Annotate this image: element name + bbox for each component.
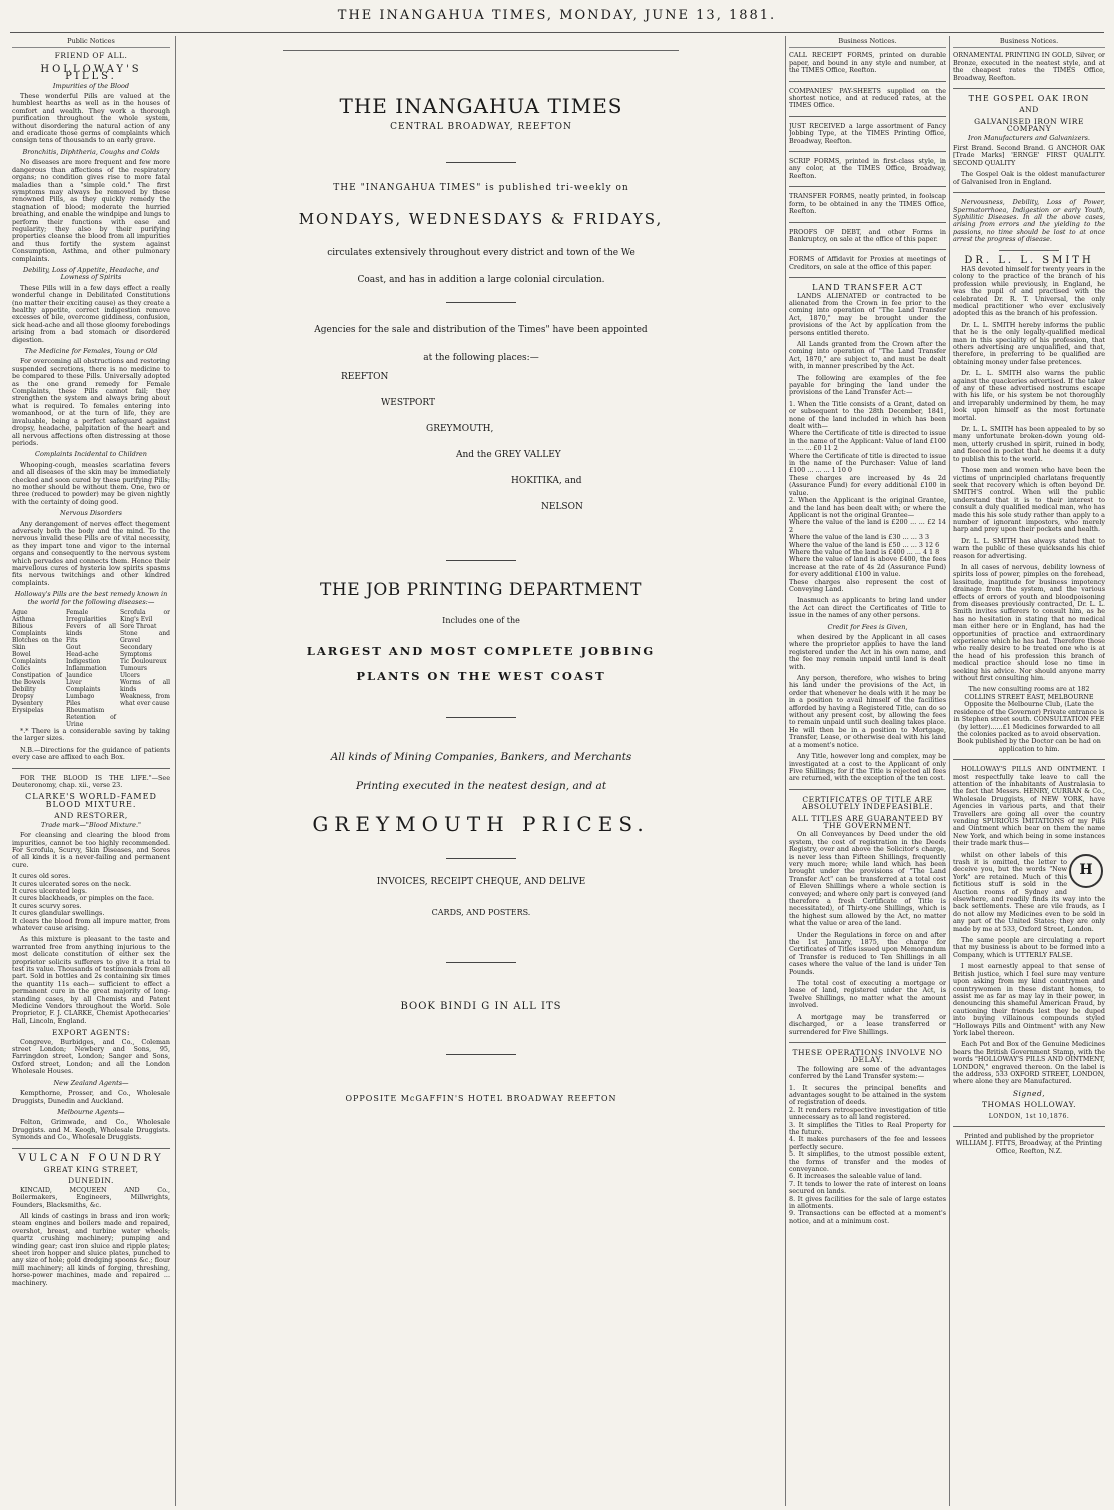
notice: FORMS of Affidavit for Proxies at meetings of Creditors, on sale at the office of this paper. xyxy=(789,255,946,271)
paragraph: On all Conveyances by Deed under the old system, the cost of registration in the Deeds Registry, over and above the Solicitor's charge, is never less than Fifteen Shillings, frequently very much more; while land which has been brought under the provisions of "The Land Transfer Act" can be transferred at a total cost of Eleven Shillings where a whole section is conveyed; and where only part is conveyed (and therefore a fresh Certificate of Title is necessitated), of Thirty-one Shillings, which is the highest sum allowed by the Act, no matter what the value or area of the land. xyxy=(789,830,946,928)
paragraph: A mortgage may be transferred or discharged, or a lease transferred or surrendered for Five Shillings. xyxy=(789,1012,946,1036)
heading: ALL TITLES ARE GUARANTEED BY THE GOVERNMENT. xyxy=(791,813,944,830)
circulation-text: circulates extensively throughout every district and town of the We xyxy=(327,247,635,258)
services-text: CARDS, AND POSTERS. xyxy=(431,907,531,917)
divider xyxy=(446,962,516,963)
signature-name: THOMAS HOLLOWAY. xyxy=(982,1100,1076,1110)
note: *.* There is a considerable saving by taking the larger sizes. xyxy=(12,727,170,743)
divider xyxy=(789,116,946,117)
circulation-text: Coast, and has in addition a large colonial circulation. xyxy=(357,275,605,286)
disease-list xyxy=(12,609,170,728)
heading: FRIEND OF ALL. xyxy=(54,51,128,61)
disease-column: Female Irregularities Fevers of all kinds Fits Gout Head-ache Indigestion Inflammation Jaundice Liver Complaints Lumbago Piles Rheumatism Retention of Urine xyxy=(66,609,116,729)
jobbing-headline: PLANTS ON THE WEST COAST xyxy=(356,669,606,684)
paragraph: Felton, Grimwade, and Co., Wholesale Druggists. and M. Keogh, Wholesale Druggists. Symonds and Co., Wholesale Druggists. xyxy=(12,1118,170,1142)
paragraph: KINCAID, MCQUEEN AND Co., Boilermakers, Engineers, Millwrights, Founders, Blacksmiths, &c. xyxy=(12,1185,170,1209)
services-text: INVOICES, RECEIPT CHEQUE, AND DELIVE xyxy=(376,877,586,888)
agencies-text: Agencies for the sale and distribution of the Times" have been appointed xyxy=(314,325,648,336)
paragraph: For cleansing and clearing the blood from impurities, cannot be too highly recommended. For Scrofula, Scurvy, Skin Diseases, and Sores of all kinds it is a never-failing and permanent cure. xyxy=(12,831,170,869)
divider xyxy=(789,277,946,278)
heading: EXPORT AGENTS: xyxy=(51,1028,131,1038)
subheading: Melbourne Agents— xyxy=(57,1107,125,1116)
place-name: HOKITIKA, and xyxy=(511,476,582,487)
paragraph: Under the Regulations in force on and after the 1st January, 1875, the charge for Certificates of Titles issued upon Memorandum of Transfer is reduced to Ten Shillings in all cases where the value of the land is under Ten Pounds. xyxy=(789,930,946,976)
paragraph: LANDS ALIENATED or contracted to be alienated from the Crown in fee prior to the coming into operation of "The Land Transfer Act, 1870," may be brought under the provisions of the Act by application from the persons entitled thereto. xyxy=(789,291,946,337)
includes-text: Includes one of the xyxy=(442,615,520,625)
paragraph: As this mixture is pleasant to the taste and warranted free from anything injurious to the most delicate constitution of either sex the proprietor solicits sufferers to give it a trial to test its value. Thousands of testimonials from all part. Sold in bottles and 2s containing six times the quantity 11s each— sufficient to effect a permanent cure in the great majority of long-standing cases, by all Chemists and Patent Medicine Vendors throughout the World. Sole Proprietor, F. J. CLARKE, Chemist Apothecaries' Hall, Lincoln, England. xyxy=(12,935,170,1025)
divider xyxy=(999,250,1060,251)
address: CENTRAL BROADWAY, REEFTON xyxy=(390,122,572,133)
advert-title: HOLLOWAY'S PILLS. xyxy=(40,63,142,83)
cures-list: It cures old sores. It cures ulcerated sores on the neck. It cures ulcerated legs. It cures blackheads, or pimples on the face. It cures scurvy sores. It cures glandular swellings. It clears the blood from all impure matter, from whatever cause arising. xyxy=(12,872,170,932)
divider xyxy=(953,192,1105,193)
notice: CALL RECEIPT FORMS, printed on durable paper, and bound in any style and number, at the TIMES Office, Reefton. xyxy=(789,51,946,75)
paragraph: These wonderful Pills are valued at the humblest hearths as well as in the houses of comfort and wealth. They work a thorough purification throughout the whole system, without disordering the natural action of any and eradicate those germs of complaints which consign tens of thousands to an early grave. xyxy=(12,92,170,145)
section-header: Business Notices. xyxy=(789,38,946,48)
paragraph: Dr. L. L. SMITH also warns the public against the quackeries advertised. If the taker of any of these advertised nostrums escape with his life, or his system be not thoroughly and irreparably undermined by them, he may look upon himself as the most fortunate mortal. xyxy=(953,369,1105,422)
disease-column: Scrofula or King's Evil Sore Throat Stone and Gravel Secondary Symptoms Tic Douloureux Tumours Ulcers Worms of all kinds Weakness, from what ever cause xyxy=(120,609,170,708)
divider xyxy=(789,186,946,187)
column-public-notices xyxy=(12,38,170,1506)
place-name: WESTPORT xyxy=(381,398,436,409)
paragraph: HAS devoted himself for twenty years in the colony to the practice of the branch of his profession while previously, in England, he was the pupil of and practised with the celebrated Dr. R. T. Universal, the only medical practitioner who ever exclusively adopted this as the branch of his profession. xyxy=(953,264,1105,318)
divider xyxy=(446,717,516,718)
advert-title: LAND TRANSFER ACT xyxy=(812,283,923,293)
advert-title: VULCAN FOUNDRY xyxy=(18,1152,164,1164)
advert-title: DR. L. L. SMITH xyxy=(964,254,1094,266)
paragraph: In all cases of nervous, debility lowness of spirits loss of power, pimples on the forehead, lassitude, inaptitude for business impotency drainage from the system, and the various effects of errors of youth and bloodpoisoning from diseases previously contracted, Dr. L. L. Smith invites sufferers to consult him, as he has no hesitation in stating that no medical man either here or in England, has had the opportunities of practice and extraordinary experience which he has had. Therefore those who really desire to be treated one who is at the head of his profession this branch of medical practice should lose no time in seeking his advice. Nor should anyone marry without first consulting him. xyxy=(953,562,1105,683)
paragraph: Any person, therefore, who wishes to bring his land under the provisions of the Act, in order that whenever he deals with it he may be in a position to avail himself of the facilities afforded by having a Registered Title, can do so without any present cost, by allowing the fees to remain unpaid until such dealing takes place. He will then be in a position to Mortgage, Transfer, Lease, or otherwise deal with his land at a moment's notice. xyxy=(789,674,946,749)
place-name: REEFTON xyxy=(341,372,389,383)
brands-text: First Brand. Second Brand. G ANCHOR OAK [Trade Marks] 'ERNGE' FIRST QUALITY. SECOND QUALITY xyxy=(953,144,1105,167)
notice: PROOFS OF DEBT, and other Forms in Bankruptcy, on sale at the office of this paper. xyxy=(789,227,946,243)
paragraph: Dr. L. L. SMITH hereby informs the public that he is the only legally-qualified medical man in this speciality of his profession, that others advertising are unqualified, and that, therefore, in preferring to be qualified are obtaining money under false pretences. xyxy=(953,320,1105,366)
divider xyxy=(789,249,946,250)
disease-column: Ague Asthma Bilious Complaints Blotches on the Skin Bowel Complaints Colics Constipation of the Bowels Debility Dropsy Dysentery Erysipelas xyxy=(12,609,62,715)
publication-days: MONDAYS, WEDNESDAYS & FRIDAYS, xyxy=(298,210,664,229)
paragraph: Dr. L. L. SMITH has been appealed to by so many unfortunate broken-down young old-men, utterly crushed in spirit, ruined in body, and fleeced in pocket that he deems it a duty to publish this to the world. xyxy=(953,425,1105,463)
agency-places xyxy=(181,374,781,530)
advert-title: CLARKE'S WORLD-FAMED BLOOD MIXTURE. xyxy=(25,792,157,809)
divider xyxy=(789,1042,946,1043)
subheading: Credit for Fees is Given, xyxy=(827,622,908,631)
notice: JUST RECEIVED a large assortment of Fancy Jobbing Type, at the TIMES Printing Office, Broadway, Reefton. xyxy=(789,121,946,145)
notice: TRANSFER FORMS, neatly printed, in foolscap form, to be obtained in any the TIMES Office, Reefton. xyxy=(789,192,946,216)
address-block: The new consulting rooms are at 182 COLLINS STREET EAST, MELBOURNE Opposite the Melbourne Club, (Late the residence of the Governor) Private entrance is in Stephen street south. CONSULTATION FEE (by letter)......£1 Medicines forwarded to all the colonies packed as to avoid observation. Book published by the Doctor can be had on application to him. xyxy=(953,685,1105,753)
divider xyxy=(953,88,1105,89)
paragraph: The same people are circulating a report that my business is about to be formed into a Company, which is UTTERLY FALSE. xyxy=(953,936,1105,959)
paragraph: Any Title, however long and complex, may be investigated at a cost to the Applicant of only Five Shillings; for if the Title is rejected all fees are returned, with the exception of the ten cost. xyxy=(789,752,946,783)
column-business-notices xyxy=(789,38,946,1506)
heading: GREAT KING STREET, xyxy=(43,1164,139,1174)
divider xyxy=(789,151,946,152)
subheading: Iron Manufacturers and Galvanizers. xyxy=(968,133,1090,142)
top-rule xyxy=(10,32,1104,33)
subheading: Impurities of the Blood xyxy=(52,81,130,90)
agencies-text: at the following places:— xyxy=(423,352,539,363)
job-printing-heading: THE JOB PRINTING DEPARTMENT xyxy=(320,580,642,601)
prices-headline: GREYMOUTH PRICES. xyxy=(312,811,650,836)
office-address: OPPOSITE McGAFFIN'S HOTEL BROADWAY REEFTON xyxy=(345,1094,617,1104)
note: N.B.—Directions for the guidance of patients every case are affixed to each Box. xyxy=(12,745,170,762)
trademark-seal-icon: H xyxy=(1069,854,1103,888)
column-rule xyxy=(785,36,786,1506)
subheading: Nervous Disorders xyxy=(60,509,122,518)
paragraph: All kinds of castings in brass and iron work; steam engines and boilers made and repaired, overshot, breast, and turbine water wheels; quartz crushing machinery; pumping and winding gear; cast iron sluice and ripple plates; sheet iron hopper and sluice plates, punched to any size of hole; gold dredging spoons &c.; flour mill machinery; all kinds of forging, threshing, horse-power machines, made and repaired ... machinery. xyxy=(12,1211,170,1287)
paragraph: when desired by the Applicant in all cases where the proprietor applies to have the land registered under the Act in his own name, and the fee may remain unpaid until land is dealt with. xyxy=(789,633,946,671)
section-header: Public Notices xyxy=(12,38,170,48)
divider xyxy=(789,222,946,223)
divider xyxy=(789,81,946,82)
divider xyxy=(446,1054,516,1055)
printing-text: Printing executed in the neatest design, and at xyxy=(355,780,607,793)
subheading: The Medicine for Females, Young or Old xyxy=(24,347,158,356)
date-line: LONDON, 1st 10,1876. xyxy=(988,1112,1070,1120)
subheading: Complaints Incidental to Children xyxy=(35,450,147,459)
place-name: And the GREY VALLEY xyxy=(456,450,561,461)
divider xyxy=(12,768,170,769)
advert-title: THE GOSPEL OAK IRON xyxy=(968,94,1090,104)
paragraph: For overcoming all obstructions and restoring suspended secretions, there is no medicine to be compared to these Pills. Universally adopted as the one grand remedy for Female Complaints, these Pills cannot fail; they strengthen the system and always bring about what is required. To females entering into womanhood, or at the turn of life, they are invaluable, being a perfect safeguard against dropsy, headache, palpitation of the heart and all nervous affections often distressing at those periods. xyxy=(12,357,170,447)
divider xyxy=(283,50,679,51)
masthead: THE INANGAHUA TIMES, MONDAY, JUNE 13, 1881. xyxy=(337,8,777,23)
notice: COMPANIES' PAY-SHEETS supplied on the shortest notice, and at reduced rates, at the TIMES Office. xyxy=(789,86,946,110)
subheading: Holloway's Pills are the best remedy known in the world for the following diseases:— xyxy=(14,590,168,606)
paragraph: The Gospel Oak is the oldest manufacturer of Galvanised Iron in England. xyxy=(953,170,1105,186)
fee-schedule: 1. When the Title consists of a Grant, dated on or subsequent to the 28th December, 1841, none of the land included in which has been dealt with— Where the Certificate of title is directed to issue in the name of the Applicant: Value of land £100 ... ... ... £0 11 2 Where the Certificate of title is directed to issue in the name of the Purchaser: Value of land £100 ... ... ... 1 10 0 These charges are increased by 4s 2d (Assurance Fund) for every additional £100 in value. 2. When the Applicant is the original Grantee, and the land has been dealt with; or where the Applicant is not the original Grantee— Where the value of the land is £200 ... ... £2 14 2 Where the value of the land is £30 ... ... 3 3 Where the value of the land is £50 ... ... 3 12 6 Where the value of the land is £400 ... ... 4 1 8 Where the value of land is above £400, the fees increase at the rate of 4s 2d (Assurance Fund) for every additional £100 in value. These charges also represent the cost of Conveying Land. xyxy=(789,399,946,593)
divider xyxy=(953,1126,1105,1127)
paragraph: whilst on other labels of this trash it is omitted, the letter to deceive you, but the words "New York" are retained. Much of this fictitious stuff is sold in the Auction rooms of Sydney and elsewhere, and readily finds its way into the back settlements. These are vile frauds, as I do not allow my Medicines even to be sold in any part of the United States; they are only made by me at 533, Oxford Street, London. xyxy=(953,850,1105,933)
place-name: NELSON xyxy=(541,502,583,513)
heading: CERTIFICATES OF TITLE ARE ABSOLUTELY INDEFEASIBLE. xyxy=(802,794,933,812)
mining-text: All kinds of Mining Companies, Bankers, and Merchants xyxy=(330,750,632,763)
column-rule xyxy=(949,36,950,1506)
divider xyxy=(446,560,516,561)
subheading: New Zealand Agents— xyxy=(53,1078,129,1087)
column-business-notices-2 xyxy=(953,38,1105,1506)
heading: AND RESTORER, xyxy=(54,811,128,821)
paragraph: The following are some of the advantages conferred by the Land Transfer system:— xyxy=(789,1064,946,1081)
bookbinding-text: BOOK BINDI G IN ALL ITS xyxy=(400,1000,562,1012)
subheading: Trade mark—"Blood Mixture." xyxy=(40,820,142,829)
heading: GALVANISED IRON WIRE COMPANY xyxy=(974,116,1084,134)
paragraph: HOLLOWAY'S PILLS AND OINTMENT. I most respectfully take leave to call the attention of the inhabitants of Australasia to the fact that Messrs. HENRY, CURRAN & Co., Wholesale Druggists, of NEW YORK, have Agencies in various parts, and that their Travellers are going all over the country vending SPURIOUS IMITATIONS of my Pills and Ointment which bear on them the name New York, and which being in some instances their trade mark thus— xyxy=(953,765,1105,848)
subheading: Debility, Loss of Appetite, Headache, and Lowness of Spirits xyxy=(23,265,159,282)
divider xyxy=(953,759,1105,760)
divider xyxy=(446,858,516,859)
paragraph: Dr. L. L. SMITH has always stated that to warn the public of these quicksands his chief reason for advertising. xyxy=(953,536,1105,560)
notice: ORNAMENTAL PRINTING IN GOLD, Silver, or Bronze, executed in the neatest style, and at the cheapest rates the TIMES Office, Broadway, Reefton. xyxy=(953,51,1105,82)
paragraph: Kempthorne, Prosser, and Co., Wholesale Druggists, Dunedin and Auckland. xyxy=(12,1089,170,1105)
divider xyxy=(446,162,516,163)
place-name: GREYMOUTH, xyxy=(426,424,494,435)
paragraph: Whooping-cough, measles scarlatina fevers and all diseases of the skin may be immediately checked and soon cured by these purifying Pills; no mother should be without them. One, two or three (reduced to powder) may be given nightly with the certainty of doing good. xyxy=(12,460,170,506)
section-header: Business Notices. xyxy=(953,38,1105,48)
paragraph: FOR THE BLOOD IS THE LIFE."—See Deuteronomy, chap. xii., verse 23. xyxy=(12,773,170,790)
paragraph: I most earnestly appeal to that sense of British justice, which I feel sure may venture upon asking from my kind countrymen and countrywomen in these distant homes, to assist me as far as may lay in their power, in denouncing this shameful American Fraud, by cautioning their friends lest they be duped into buying villainous compounds styled "Holloways Pills and Ointment" with any New York label thereon. xyxy=(953,962,1105,1037)
signed-label: Signed, xyxy=(1012,1088,1046,1098)
divider xyxy=(446,302,516,303)
column-rule xyxy=(175,36,176,1506)
paragraph: Each Pot and Box of the Genuine Medicines bears the British Government Stamp, with the words "HOLLOWAY'S PILLS AND OINTMENT, LONDON," engraved thereon. On the label is the address, 533 OXFORD STREET, LONDON, where alone they are Manufactured. xyxy=(953,1040,1105,1086)
column-newspaper-advert xyxy=(181,38,781,1506)
paragraph: The following are examples of the fee payable for bringing the land under the provisions of the Land Transfer Act:— xyxy=(789,373,946,397)
paragraph: Nervousness, Debility, Loss of Power, Spermatorrhoea, Indigestion or early Youth, Syphilitic Diseases. In all the above cases, arising from errors and the yielding to the passions, no time should be lost to at once arrest the progress of disease. xyxy=(953,198,1105,244)
notice: SCRIP FORMS, printed in first-class style, in any color, at the TIMES Office, Broadway, Reefton. xyxy=(789,157,946,180)
newspaper-title: THE INANGAHUA TIMES xyxy=(339,94,623,118)
paragraph: The total cost of executing a mortgage or lease of land, registered under the Act, is Twelve Shillings, no matter what the amount involved. xyxy=(789,979,946,1010)
paragraph: Those men and women who have been the victims of unprincipled charlatans frequently seek that recovery which is often beyond Dr. SMITH'S control. When will the public understand that it is to their interest to consult a duly qualified medical man, who has made this his sole study rather than apply to a number of ignorant impostors, who merely harp and prey upon their pockets and health. xyxy=(953,466,1105,534)
subheading: Bronchitis, Diphtheria, Coughs and Colds xyxy=(22,147,160,156)
heading: THESE OPERATIONS INVOLVE NO DELAY. xyxy=(792,1047,943,1065)
advantages-list: 1. It secures the principal benefits and advantages sought to be attained in the system of registration of deeds. 2. It renders retrospective investigation of title unnecessary as to all land registered. 3. It simplifies the Titles to Real Property for the future. 4. It makes purchasers of the fee and lessees perfectly secure. 5. It simplifies, to the utmost possible extent, the forms of transfer and the modes of conveyance. 6. It increases the saleable value of land. 7. It tends to lower the rate of interest on loans secured on lands. 8. It gives facilities for the sale of large estates in allotments. 9. Transactions can be effected at a moment's notice, and at a minimum cost. xyxy=(789,1083,946,1225)
heading: DUNEDIN. xyxy=(68,1176,114,1186)
paragraph: All Lands granted from the Crown after the coming into operation of "The Land Transfer Act, 1870," are subject to, and must be dealt with, in manner prescribed by the Act. xyxy=(789,339,946,371)
paragraph: Any derangement of nerves effect thegement adversely both the body and the mind. To the nervous invalid these Pills are of vital necessity, as they impart tone and vigor to the internal organs and consequently to the nervous system which pervades and connects them. Hence their marvellous cures of hysteria low spirits spasms fits nervous twitchings and other kindred complaints. xyxy=(12,519,170,587)
published-text: THE "INANGAHUA TIMES" is published tri-weekly on xyxy=(333,182,629,193)
paragraph: Congreve, Burbidges, and Co., Coleman street London; Newbery and Sons, 95, Farringdon street, London; Sanger and Sons, Oxford street, London; and all the London Wholesale Houses. xyxy=(12,1037,170,1076)
imprint: Printed and published by the proprietor WILLIAM J. FITTS, Broadway, at the Printing Office, Reefton, N.Z. xyxy=(955,1132,1103,1155)
divider xyxy=(12,1148,170,1149)
heading: AND xyxy=(1019,105,1039,115)
paragraph: These Pills will in a few days effect a really wonderful change in Debilitated Constitutions (no matter their exciting cause) as they create a healthy appetite, correct indigestion remove excesses of bile, overcome giddiness, confusion, sick head-ache and all those gloomy forebodings arising from a bad stomach or disordered digestion. xyxy=(12,283,170,344)
paragraph: No diseases are more frequent and few more dangerous than affections of the respiratory organs; no condition gives rise to more fatal maladies than a "simple cold." The first symptoms may always be removed by these renowned Pills, as they quickly remedy the stagnation of blood; moderate the hurried breathing, and enable the windpipe and lungs to perform their functions with ease and regularity; they also by their purifying properties cleanse the blood from all impurities and thus fortify the system against Consumption, Asthma, and other pulmonary complaints. xyxy=(12,158,170,263)
divider xyxy=(789,789,946,790)
paragraph: Inasmuch as applicants to bring land under the Act can direct the Certificates of Title to issue in the names of any other persons. xyxy=(789,596,946,620)
jobbing-headline: LARGEST AND MOST COMPLETE JOBBING xyxy=(306,644,656,659)
